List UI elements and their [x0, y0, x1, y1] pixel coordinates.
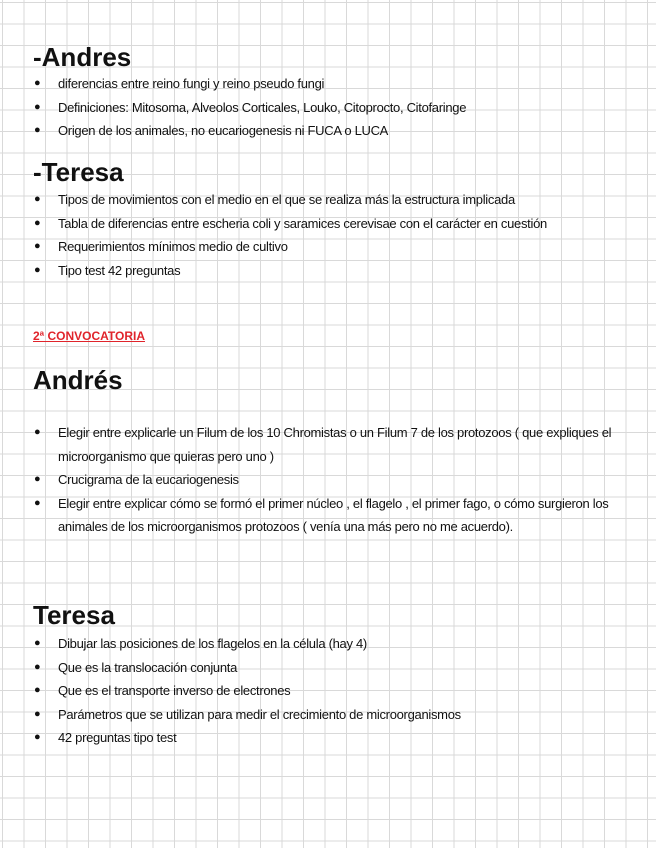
list-item [33, 421, 623, 468]
bullet-icon: ● [34, 240, 41, 252]
heading-teresa-2: Teresa [33, 600, 115, 630]
list-item-text: Requerimientos mínimos medio de cultivo [58, 239, 288, 254]
heading-andres-2: Andrés [33, 365, 123, 395]
list-item [33, 96, 633, 120]
list-item-text: Elegir entre explicar cómo se formó el primer núcleo , el flagelo , el primer fago, o cómo surgieron los animales de los microorganismos protozoos ( venía una más pero no me acuerdo). [58, 495, 609, 534]
list-item [33, 72, 633, 96]
heading-andres: -Andres [33, 42, 132, 72]
list-item [33, 632, 633, 656]
teresa-list [33, 188, 633, 282]
bullet-icon: ● [34, 216, 41, 229]
bullet-icon: ● [34, 496, 41, 509]
bullet-icon: ● [34, 426, 41, 438]
bullet-icon: ● [34, 100, 41, 113]
list-item [33, 492, 623, 539]
convocatoria-title: 2ª CONVOCATORIA [33, 329, 146, 343]
list-item [33, 235, 633, 259]
list-item [33, 119, 633, 143]
list-item-text: Origen de los animales, no eucariogenesis ni FUCA o LUCA [58, 123, 389, 138]
list-item-text: Que es el transporte inverso de electrones [58, 683, 291, 698]
bullet-icon: ● [34, 263, 41, 276]
bullet-icon: ● [34, 193, 41, 205]
list-item-text: Dibujar las posiciones de los flagelos en la célula (hay 4) [58, 636, 367, 651]
list-item [33, 259, 633, 283]
bullet-icon: ● [34, 707, 41, 720]
teresa-2-list [33, 632, 633, 750]
list-item-text: Crucigrama de la eucariogenesis [58, 472, 239, 487]
list-item-text: Tabla de diferencias entre escheria coli y saramices cerevisae con el carácter en cuestión [58, 215, 547, 231]
list-item-text: Parámetros que se utilizan para medir el crecimiento de microorganismos [58, 706, 461, 722]
list-item [33, 679, 633, 703]
list-item-text: Que es la translocación conjunta [58, 659, 238, 675]
list-item-text: Tipo test 42 preguntas [58, 262, 181, 278]
list-item [33, 656, 633, 680]
list-item-text: diferencias entre reino fungi y reino pseudo fungi [58, 76, 325, 91]
bullet-icon: ● [34, 124, 41, 136]
list-item-text: Definiciones: Mitosoma, Alveolos Corticales, Louko, Citoprocto, Citofaringe [58, 99, 467, 115]
list-item [33, 212, 633, 236]
andres-list [33, 72, 633, 143]
bullet-icon: ● [34, 731, 41, 743]
list-item [33, 703, 633, 727]
bullet-icon: ● [34, 77, 41, 89]
list-item [33, 468, 623, 492]
list-item-text: Elegir entre explicarle un Filum de los 10 Chromistas o un Filum 7 de los protozoos ( que expliques el microorganismo que quieras pero uno ) [58, 425, 612, 464]
andres-2-list [33, 421, 623, 539]
list-item [33, 726, 633, 750]
bullet-icon: ● [34, 660, 41, 673]
list-item-text: 42 preguntas tipo test [58, 730, 177, 745]
list-item [33, 188, 633, 212]
heading-teresa: -Teresa [33, 157, 124, 187]
list-item-text: Tipos de movimientos con el medio en el que se realiza más la estructura implicada [58, 192, 515, 207]
bullet-icon: ● [34, 637, 41, 649]
bullet-icon: ● [34, 684, 41, 696]
bullet-icon: ● [34, 473, 41, 485]
